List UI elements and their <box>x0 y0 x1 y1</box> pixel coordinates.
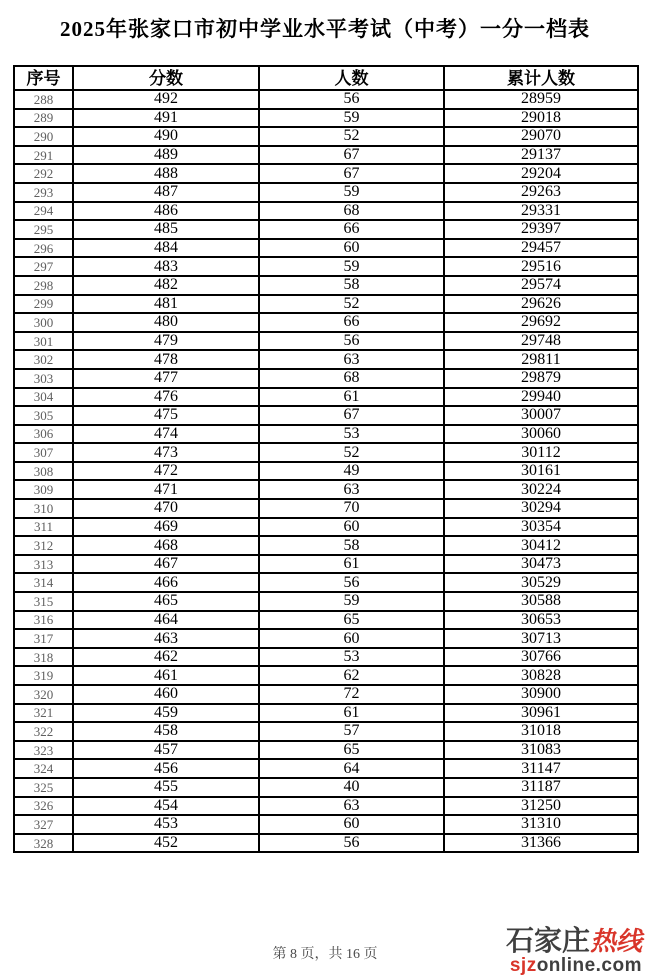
score-cell: 468 <box>73 536 259 555</box>
count-cell: 63 <box>259 480 444 499</box>
table-row <box>14 295 638 314</box>
count-cell: 56 <box>259 332 444 351</box>
serial-cell: 299 <box>14 295 73 314</box>
count-cell: 49 <box>259 462 444 481</box>
serial-cell: 308 <box>14 462 73 481</box>
count-cell: 58 <box>259 536 444 555</box>
score-cell: 474 <box>73 425 259 444</box>
serial-cell: 288 <box>14 90 73 109</box>
count-cell: 56 <box>259 573 444 592</box>
count-cell: 63 <box>259 350 444 369</box>
score-cell: 469 <box>73 518 259 537</box>
score-cell: 458 <box>73 722 259 741</box>
score-cell: 457 <box>73 741 259 760</box>
table-row <box>14 815 638 834</box>
serial-cell: 298 <box>14 276 73 295</box>
cumulative-cell: 31018 <box>444 722 638 741</box>
serial-cell: 310 <box>14 499 73 518</box>
table-row <box>14 313 638 332</box>
serial-cell: 291 <box>14 146 73 165</box>
score-cell: 471 <box>73 480 259 499</box>
table-row <box>14 90 638 109</box>
score-cell: 475 <box>73 406 259 425</box>
count-cell: 70 <box>259 499 444 518</box>
serial-cell: 327 <box>14 815 73 834</box>
cumulative-cell: 31250 <box>444 797 638 816</box>
count-cell: 56 <box>259 90 444 109</box>
count-cell: 52 <box>259 443 444 462</box>
header-count: 人数 <box>259 66 444 90</box>
score-cell: 478 <box>73 350 259 369</box>
table-row <box>14 778 638 797</box>
score-cell: 459 <box>73 704 259 723</box>
serial-cell: 304 <box>14 388 73 407</box>
count-cell: 60 <box>259 518 444 537</box>
table-row <box>14 592 638 611</box>
cumulative-cell: 31187 <box>444 778 638 797</box>
cumulative-cell: 31147 <box>444 759 638 778</box>
cumulative-cell: 30529 <box>444 573 638 592</box>
watermark-logo <box>506 927 642 975</box>
score-cell: 465 <box>73 592 259 611</box>
serial-cell: 322 <box>14 722 73 741</box>
table-row <box>14 555 638 574</box>
table-row <box>14 350 638 369</box>
table-row <box>14 499 638 518</box>
serial-cell: 289 <box>14 109 73 128</box>
cumulative-cell: 30961 <box>444 704 638 723</box>
serial-cell: 323 <box>14 741 73 760</box>
table-row <box>14 202 638 221</box>
count-cell: 66 <box>259 220 444 239</box>
cumulative-cell: 29263 <box>444 183 638 202</box>
table-row <box>14 704 638 723</box>
count-cell: 72 <box>259 685 444 704</box>
cumulative-cell: 30713 <box>444 629 638 648</box>
count-cell: 60 <box>259 629 444 648</box>
count-cell: 67 <box>259 164 444 183</box>
count-cell: 68 <box>259 202 444 221</box>
count-cell: 65 <box>259 741 444 760</box>
table-row <box>14 332 638 351</box>
count-cell: 62 <box>259 666 444 685</box>
table-row <box>14 518 638 537</box>
serial-cell: 321 <box>14 704 73 723</box>
serial-cell: 297 <box>14 257 73 276</box>
cumulative-cell: 30354 <box>444 518 638 537</box>
score-cell: 467 <box>73 555 259 574</box>
score-cell: 466 <box>73 573 259 592</box>
count-cell: 65 <box>259 611 444 630</box>
table-row <box>14 536 638 555</box>
score-cell: 453 <box>73 815 259 834</box>
score-cell: 463 <box>73 629 259 648</box>
table-row <box>14 239 638 258</box>
serial-cell: 316 <box>14 611 73 630</box>
score-cell: 487 <box>73 183 259 202</box>
count-cell: 66 <box>259 313 444 332</box>
serial-cell: 306 <box>14 425 73 444</box>
serial-cell: 317 <box>14 629 73 648</box>
cumulative-cell: 29457 <box>444 239 638 258</box>
serial-cell: 315 <box>14 592 73 611</box>
cumulative-cell: 30588 <box>444 592 638 611</box>
count-cell: 40 <box>259 778 444 797</box>
score-cell: 479 <box>73 332 259 351</box>
cumulative-cell: 30161 <box>444 462 638 481</box>
count-cell: 56 <box>259 834 444 853</box>
cumulative-cell: 31366 <box>444 834 638 853</box>
cumulative-cell: 29940 <box>444 388 638 407</box>
serial-cell: 292 <box>14 164 73 183</box>
score-cell: 456 <box>73 759 259 778</box>
table-row <box>14 388 638 407</box>
count-cell: 68 <box>259 369 444 388</box>
serial-cell: 303 <box>14 369 73 388</box>
table-row <box>14 183 638 202</box>
table-row <box>14 611 638 630</box>
score-cell: 452 <box>73 834 259 853</box>
score-cell: 491 <box>73 109 259 128</box>
watermark-brand-red: 热线 <box>589 926 642 957</box>
header-serial: 序号 <box>14 66 73 90</box>
cumulative-cell: 29331 <box>444 202 638 221</box>
count-cell: 58 <box>259 276 444 295</box>
cumulative-cell: 29748 <box>444 332 638 351</box>
table-row <box>14 722 638 741</box>
table-row <box>14 425 638 444</box>
table-row <box>14 648 638 667</box>
cumulative-cell: 31083 <box>444 741 638 760</box>
cumulative-cell: 31310 <box>444 815 638 834</box>
serial-cell: 319 <box>14 666 73 685</box>
table-row <box>14 685 638 704</box>
count-cell: 59 <box>259 592 444 611</box>
score-cell: 480 <box>73 313 259 332</box>
table-row <box>14 443 638 462</box>
page-title: 2025年张家口市初中学业水平考试（中考）一分一档表 <box>60 17 590 41</box>
score-cell: 476 <box>73 388 259 407</box>
score-cell: 454 <box>73 797 259 816</box>
serial-cell: 328 <box>14 834 73 853</box>
serial-cell: 313 <box>14 555 73 574</box>
table-row <box>14 369 638 388</box>
table-body <box>14 90 638 852</box>
cumulative-cell: 29811 <box>444 350 638 369</box>
serial-cell: 295 <box>14 220 73 239</box>
score-cell: 460 <box>73 685 259 704</box>
serial-cell: 318 <box>14 648 73 667</box>
score-cell: 488 <box>73 164 259 183</box>
cumulative-cell: 30828 <box>444 666 638 685</box>
score-cell: 483 <box>73 257 259 276</box>
count-cell: 60 <box>259 239 444 258</box>
cumulative-cell: 29692 <box>444 313 638 332</box>
score-cell: 481 <box>73 295 259 314</box>
table-row <box>14 759 638 778</box>
header-score: 分数 <box>73 66 259 90</box>
table-row <box>14 406 638 425</box>
count-cell: 53 <box>259 648 444 667</box>
serial-cell: 294 <box>14 202 73 221</box>
watermark-domain-dark: online.com <box>536 954 642 976</box>
table-row <box>14 146 638 165</box>
cumulative-cell: 30473 <box>444 555 638 574</box>
page-footer: 第 8 页，共 16 页 <box>272 947 378 962</box>
count-cell: 53 <box>259 425 444 444</box>
cumulative-cell: 29516 <box>444 257 638 276</box>
score-cell: 462 <box>73 648 259 667</box>
count-cell: 64 <box>259 759 444 778</box>
serial-cell: 302 <box>14 350 73 369</box>
serial-cell: 314 <box>14 573 73 592</box>
score-cell: 490 <box>73 127 259 146</box>
count-cell: 52 <box>259 295 444 314</box>
count-cell: 67 <box>259 406 444 425</box>
table-row <box>14 480 638 499</box>
serial-cell: 307 <box>14 443 73 462</box>
table-row <box>14 276 638 295</box>
count-cell: 61 <box>259 388 444 407</box>
serial-cell: 325 <box>14 778 73 797</box>
cumulative-cell: 30653 <box>444 611 638 630</box>
table-row <box>14 257 638 276</box>
cumulative-cell: 29137 <box>444 146 638 165</box>
cumulative-cell: 29626 <box>444 295 638 314</box>
serial-cell: 324 <box>14 759 73 778</box>
score-cell: 455 <box>73 778 259 797</box>
table-row <box>14 220 638 239</box>
score-cell: 477 <box>73 369 259 388</box>
serial-cell: 326 <box>14 797 73 816</box>
count-cell: 60 <box>259 815 444 834</box>
watermark-domain-red: sjz <box>509 954 537 976</box>
cumulative-cell: 30412 <box>444 536 638 555</box>
count-cell: 59 <box>259 257 444 276</box>
cumulative-cell: 29574 <box>444 276 638 295</box>
table-row <box>14 741 638 760</box>
watermark-domain <box>506 956 642 975</box>
table-row <box>14 797 638 816</box>
serial-cell: 309 <box>14 480 73 499</box>
header-cumulative: 累计人数 <box>444 66 638 90</box>
cumulative-cell: 30900 <box>444 685 638 704</box>
score-cell: 484 <box>73 239 259 258</box>
count-cell: 52 <box>259 127 444 146</box>
table-row <box>14 127 638 146</box>
count-cell: 57 <box>259 722 444 741</box>
table-header-row <box>14 66 638 90</box>
table-row <box>14 834 638 853</box>
cumulative-cell: 30060 <box>444 425 638 444</box>
cumulative-cell: 29070 <box>444 127 638 146</box>
score-cell: 486 <box>73 202 259 221</box>
serial-cell: 300 <box>14 313 73 332</box>
count-cell: 59 <box>259 183 444 202</box>
score-cell: 461 <box>73 666 259 685</box>
table-row <box>14 666 638 685</box>
cumulative-cell: 30766 <box>444 648 638 667</box>
serial-cell: 305 <box>14 406 73 425</box>
score-cell: 482 <box>73 276 259 295</box>
serial-cell: 320 <box>14 685 73 704</box>
score-cell: 472 <box>73 462 259 481</box>
table-row <box>14 462 638 481</box>
cumulative-cell: 30112 <box>444 443 638 462</box>
score-cell: 473 <box>73 443 259 462</box>
serial-cell: 311 <box>14 518 73 537</box>
table-row <box>14 573 638 592</box>
count-cell: 63 <box>259 797 444 816</box>
watermark-brand-dark: 石家庄 <box>505 925 590 957</box>
cumulative-cell: 30294 <box>444 499 638 518</box>
table-row <box>14 109 638 128</box>
score-cell: 470 <box>73 499 259 518</box>
count-cell: 67 <box>259 146 444 165</box>
count-cell: 61 <box>259 555 444 574</box>
count-cell: 61 <box>259 704 444 723</box>
cumulative-cell: 30007 <box>444 406 638 425</box>
score-cell: 492 <box>73 90 259 109</box>
watermark-brand <box>506 927 642 956</box>
cumulative-cell: 29397 <box>444 220 638 239</box>
cumulative-cell: 28959 <box>444 90 638 109</box>
serial-cell: 296 <box>14 239 73 258</box>
score-cell: 489 <box>73 146 259 165</box>
cumulative-cell: 30224 <box>444 480 638 499</box>
serial-cell: 290 <box>14 127 73 146</box>
cumulative-cell: 29204 <box>444 164 638 183</box>
count-cell: 59 <box>259 109 444 128</box>
score-distribution-table <box>13 65 639 853</box>
cumulative-cell: 29018 <box>444 109 638 128</box>
table-row <box>14 164 638 183</box>
score-cell: 485 <box>73 220 259 239</box>
serial-cell: 312 <box>14 536 73 555</box>
score-cell: 464 <box>73 611 259 630</box>
cumulative-cell: 29879 <box>444 369 638 388</box>
serial-cell: 301 <box>14 332 73 351</box>
serial-cell: 293 <box>14 183 73 202</box>
table-row <box>14 629 638 648</box>
